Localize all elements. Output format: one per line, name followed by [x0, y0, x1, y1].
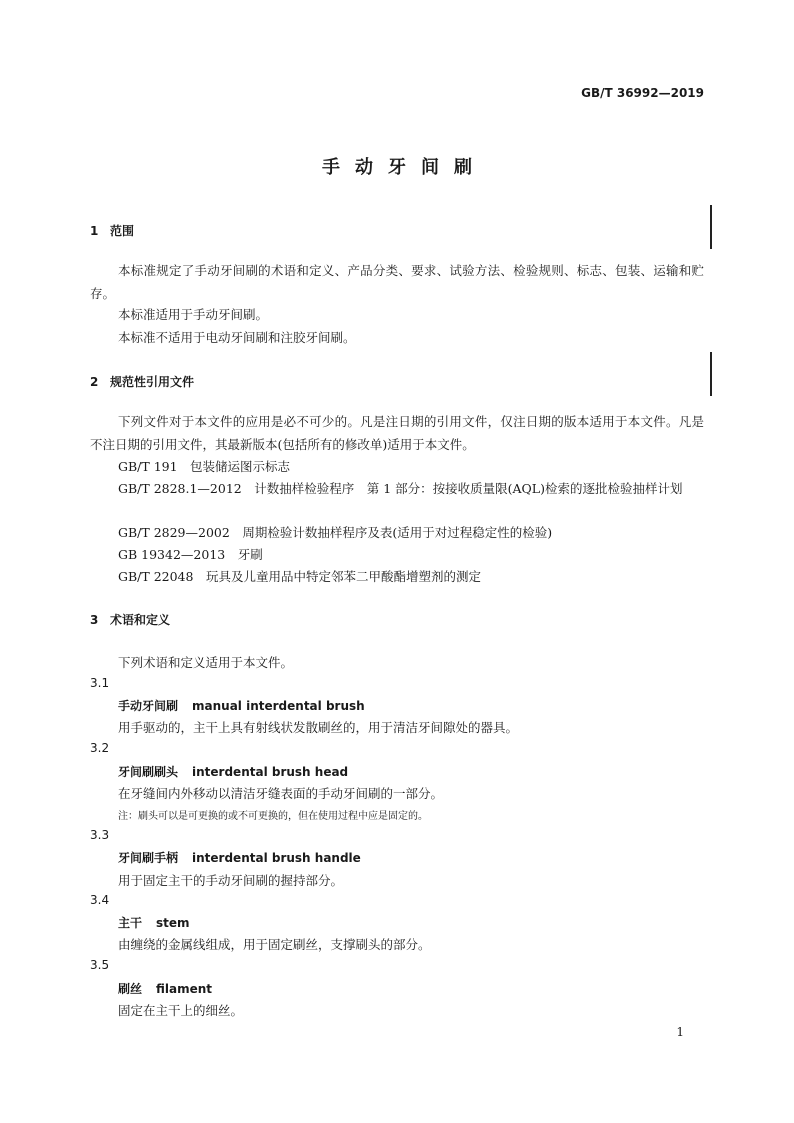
term-definition: 在牙缝间内外移动以清洁牙缝表面的手动牙间刷的一部分。: [118, 786, 444, 801]
term-heading: [118, 914, 190, 931]
term-en: filament: [156, 982, 213, 996]
term-heading: [118, 849, 361, 866]
clause-number: 3.5: [90, 958, 110, 972]
section-number: 3: [90, 613, 99, 627]
paragraph: 本标准适用于手动牙间刷。: [118, 307, 269, 322]
term-en: manual interdental brush: [192, 699, 365, 713]
section-title: 规范性引用文件: [110, 375, 195, 389]
term-note: 注：刷头可以是可更换的或不可更换的，但在使用过程中应是固定的。: [118, 811, 428, 822]
section-number: 1: [90, 224, 99, 238]
section-heading: [90, 222, 134, 239]
section-heading: [90, 373, 194, 390]
reference-item: GB/T 191 包装储运图示标志: [118, 459, 291, 474]
paragraph: 本标准不适用于电动牙间刷和注胶牙间刷。: [118, 330, 356, 345]
document-title: 手动牙间刷: [322, 157, 487, 178]
reference-item: GB/T 2829—2002 周期检验计数抽样程序及表(适用于对过程稳定性的检验): [118, 525, 553, 540]
change-bar: [710, 352, 712, 396]
term-heading: [118, 763, 348, 780]
paragraph: 下列文件对于本文件的应用是必不可少的。凡是注日期的引用文件，仅注日期的版本适用于本文件。凡是不注日期的引用文件，其最新版本(包括所有的修改单)适用于本文件。: [90, 414, 704, 452]
term-zh: 牙间刷手柄: [118, 851, 179, 865]
term-definition: 用于固定主干的手动牙间刷的握持部分。: [118, 873, 344, 888]
paragraph: 本标准规定了手动牙间刷的术语和定义、产品分类、要求、试验方法、检验规则、标志、包装、运输和贮存。: [90, 263, 704, 301]
term-heading: [118, 697, 365, 714]
term-zh: 刷丝: [118, 982, 143, 996]
term-heading: [118, 980, 212, 997]
term-en: interdental brush handle: [192, 851, 361, 865]
reference-item: GB/T 22048 玩具及儿童用品中特定邻苯二甲酸酯增塑剂的测定: [118, 569, 481, 584]
page-number: 1: [676, 1025, 684, 1039]
section-title: 范围: [110, 224, 135, 238]
term-definition: 固定在主干上的细丝。: [118, 1003, 244, 1018]
term-en: interdental brush head: [192, 765, 349, 779]
standard-number: GB/T 36992—2019: [581, 86, 704, 100]
term-zh: 手动牙间刷: [118, 699, 179, 713]
term-zh: 主干: [118, 916, 143, 930]
paragraph: 下列术语和定义适用于本文件。: [118, 655, 294, 670]
term-definition: 由缠绕的金属线组成，用于固定刷丝，支撑刷头的部分。: [118, 937, 431, 952]
clause-number: 3.1: [90, 676, 110, 690]
reference-item: GB 19342—2013 牙刷: [118, 547, 263, 562]
section-number: 2: [90, 375, 99, 389]
section-title: 术语和定义: [110, 613, 171, 627]
term-definition: 用手驱动的，主干上具有射线状发散刷丝的，用于清洁牙间隙处的器具。: [118, 720, 519, 735]
term-en: stem: [156, 916, 190, 930]
reference-item: GB/T 2828.1—2012 计数抽样检验程序 第 1 部分：按接收质量限(AQL)检索的逐批检验抽样计划: [118, 481, 683, 496]
clause-number: 3.2: [90, 741, 110, 755]
change-bar: [710, 205, 712, 249]
clause-number: 3.3: [90, 828, 110, 842]
section-heading: [90, 611, 170, 628]
clause-number: 3.4: [90, 893, 110, 907]
term-zh: 牙间刷刷头: [118, 765, 179, 779]
